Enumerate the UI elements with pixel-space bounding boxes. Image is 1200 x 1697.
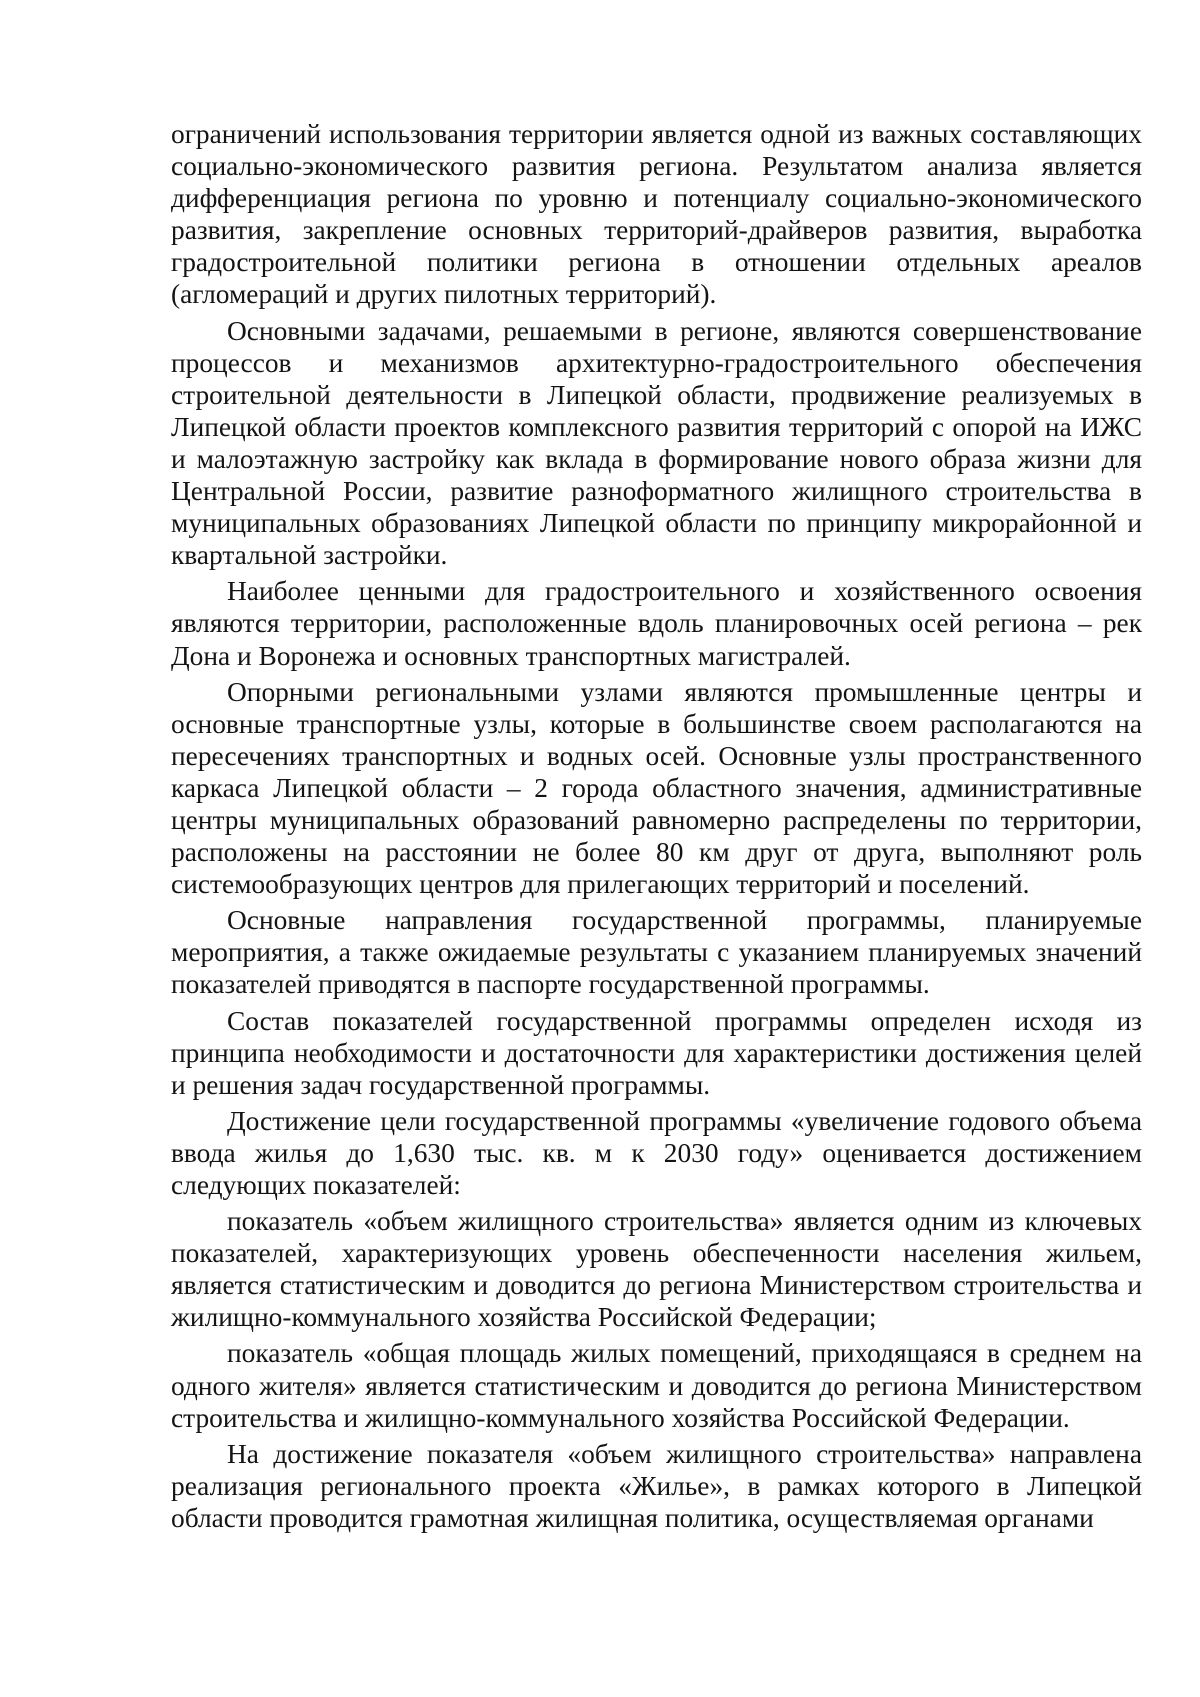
- paragraph-8: показатель «объем жилищного строительства» является одним из ключевых показателей, характеризующих уровень обеспеченности населения жильем, является статистическим и доводится до региона Министерством строительства и жилищно-коммунального хозяйства Российской Федерации;: [171, 1206, 1142, 1333]
- document-page: [171, 118, 1142, 1538]
- paragraph-5: Основные направления государственной программы, планируемые мероприятия, а также ожидаемые результаты с указанием планируемых значений показателей приводятся в паспорте государственной программы.: [171, 905, 1142, 1000]
- paragraph-6: Состав показателей государственной программы определен исходя из принципа необходимости и достаточности для характеристики достижения целей и решения задач государственной программы.: [171, 1005, 1142, 1100]
- paragraph-3: Наиболее ценными для градостроительного и хозяйственного освоения являются территории, расположенные вдоль планировочных осей региона – рек Дона и Воронежа и основных транспортных магистралей.: [171, 576, 1142, 671]
- paragraph-4: Опорными региональными узлами являются промышленные центры и основные транспортные узлы, которые в большинстве своем располагаются на пересечениях транспортных и водных осей. Основные узлы пространственного каркаса Липецкой области – 2 города областного значения, административные центры муниципальных образований равномерно распределены по территории, расположены на расстоянии не более 80 км друг от друга, выполняют роль системообразующих центров для прилегающих территорий и поселений.: [171, 676, 1142, 900]
- paragraph-2: Основными задачами, решаемыми в регионе, являются совершенствование процессов и механизмов архитектурно-градостроительного обеспечения строительной деятельности в Липецкой области, продвижение реализуемых в Липецкой области проектов комплексного развития территорий с опорой на ИЖС и малоэтажную застройку как вклада в формирование нового образа жизни для Центральной России, развитие разноформатного жилищного строительства в муниципальных образованиях Липецкой области по принципу микрорайонной и квартальной застройки.: [171, 315, 1142, 571]
- paragraph-1: ограничений использования территории является одной из важных составляющих социально-экономического развития региона. Результатом анализа является дифференциация региона по уровню и потенциалу социально-экономического развития, закрепление основных территорий-драйверов развития, выработка градостроительной политики региона в отношении отдельных ареалов (агломераций и других пилотных территорий).: [171, 119, 1142, 310]
- paragraph-10: На достижение показателя «объем жилищного строительства» направлена реализация регионального проекта «Жилье», в рамках которого в Липецкой области проводится грамотная жилищная политика, осуществляемая органами: [171, 1438, 1142, 1533]
- paragraph-9: показатель «общая площадь жилых помещений, приходящаяся в среднем на одного жителя» является статистическим и доводится до региона Министерством строительства и жилищно-коммунального хозяйства Российской Федерации.: [171, 1338, 1142, 1433]
- paragraph-7: Достижение цели государственной программы «увеличение годового объема ввода жилья до 1,630 тыс. кв. м к 2030 году» оценивается достижением следующих показателей:: [171, 1105, 1142, 1200]
